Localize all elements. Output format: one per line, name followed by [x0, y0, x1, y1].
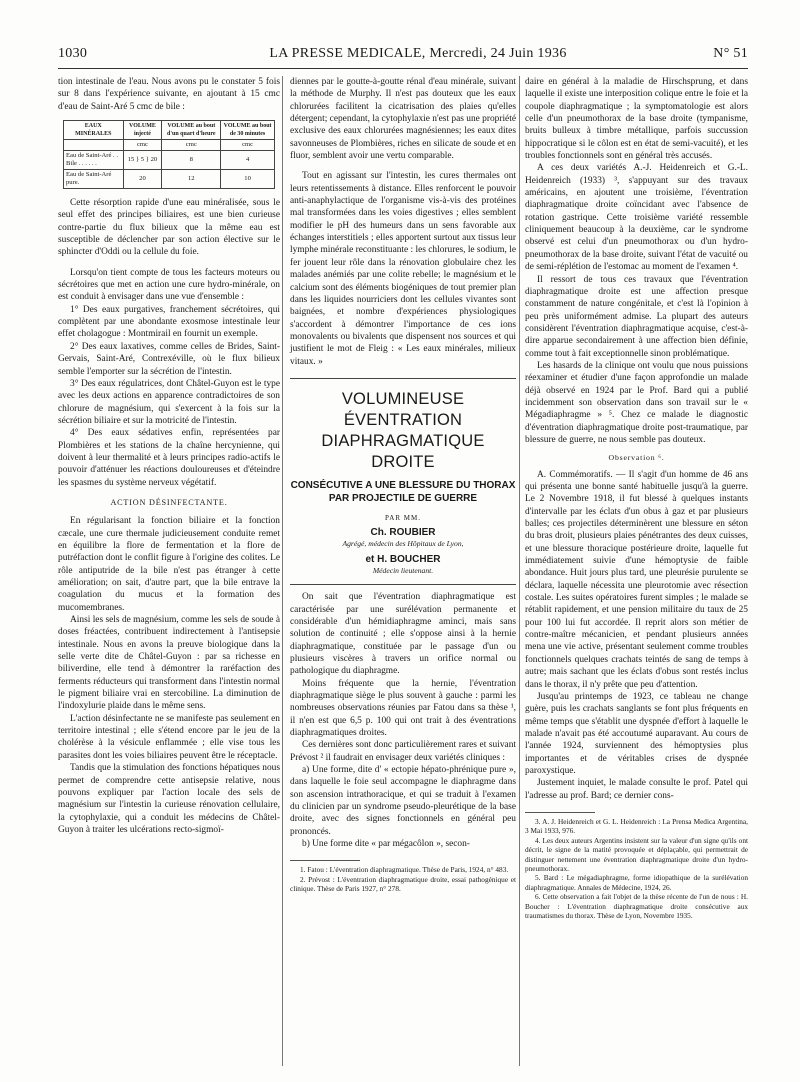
paragraph: A. Commémoratifs. — Il s'agit d'un homme de 46 ans qui présenta une bonne santé habituelle jusqu'à la guerre. Le 2 Novembre 1918, il fut blessé à quelques instants d'intervalle par les éclats d'un obus à gaz et par plusieurs balles; ces projectiles déterminèrent une blessure en séton du bras droit, plusieurs plaies pénétrantes des deux cuisses, et une blessure thoracique postérieure droite, laquelle fut immédiatement suivie d'une hémoptysie de faible abondance. Huit jours plus tard, une pleurésie purulente se déclara, laquelle nécessita une pleurotomie avec résection costale. Les suites opératoires furent simples ; le malade se rétablit rapidement, et une pension militaire du taux de 25 pour 100 lui fut accordée. Il reprit alors son métier de contre-maître mécanicien, et pendant plusieurs années mena une vie active, présentant seulement comme troubles fonctionnels quelques crachats teintés de sang de temps à autre; mais sachant que les éclats d'obus sont restés inclus dans le thorax, il n'y prête que peu d'attention. — [525, 469, 748, 690]
table-row — [64, 170, 275, 189]
table-cell: 8 — [162, 151, 221, 170]
table-header-row — [64, 121, 275, 140]
column-3 — [525, 76, 748, 920]
mineral-water-table — [63, 120, 275, 189]
article-rule — [290, 584, 516, 585]
section-subheading: ACTION DÉSINFECTANTE. — [110, 497, 228, 507]
paragraph: En régularisant la fonction biliaire et la fonction cæcale, une cure thermale judicieusement conduite remet en équilibre la flore de fermentation et la flore de putréfaction dont le conflit figure à l'origine des colites. Le rôle antiputride de la bile n'est pas étranger à cette amélioration; on sait, d'autre part, que la bile entrave la coagulation du mucus et la formation des mucomembranes. — [58, 516, 280, 613]
paragraph: Tout en agissant sur l'intestin, les cures thermales ont leurs retentissements à distance. Elles renforcent le pouvoir anti-anaphylactique de l'organisme vis-à-vis des protéines mal transformées dans les voies digestives ; elles semblent modifier le pH des humeurs dans un sens favorable aux échanges interstitiels ; elles apportent surtout aux tissus leur lymphe minérale reconstituante : les chlorures, le sodium, le fer jouent leur rôle dans la rénovation globulaire chez les malades anémiés par une colite rebelle; le magnésium et le calcium sont des éléments biogéniques de tout premier plan dans les liquides nourriciers dont les cellules vivantes sont baignées, et nombre d'expériences physiologiques s'accordent à démontrer l'importance de ces ions monovalents ou bivalents que dispensent nos sources et qui justifient le mot de Fleig : « Les eaux minérales, milieux vitaux. » — [290, 171, 516, 367]
table-cell: Eau de Saint-Aré . . Bile . . . . . . — [64, 151, 124, 170]
table-row — [64, 151, 275, 170]
table-cell — [64, 140, 124, 151]
page-number: 1030 — [58, 46, 88, 61]
paragraph: a) Une forme, dite d' « ectopie hépato-phrénique pure », dans laquelle le foie seul accompagne le diaphragme dans son ascension intrathoracique, et qui se traduit à l'examen du clinicien par un syndrome pseudo-pleurétique de la base droite, avec des signes fonctionnels en général peu prononcés. — [290, 765, 516, 837]
footnote: 6. Cette observation a fait l'objet de la thèse récente de l'un de nous : H. Boucher : L'éventration diaphragmatique droite consécutive aux traumatismes du thorax. Thèse de Lyon, Novembre 1935. — [525, 892, 748, 920]
paragraph: tion intestinale de l'eau. Nous avons pu le constater 5 fois sur 8 dans l'expérience suivante, en ajoutant à 15 cmc d'eau de Saint-Aré 5 cmc de bile : — [58, 77, 280, 112]
paragraph: daire en général à la maladie de Hirschsprung, et dans laquelle il existe une interposition colique entre le foie et la coupole diaphragmatique ; la symptomatologie est alors celle d'un pneumothorax de la base droite (tympanisme, bruits bulleux à timbre métallique, parfois succussion hippocratique si le côlon est en état de semi-vacuité), et les troubles fonctionnels sont en général très accusés. — [525, 77, 748, 162]
article-byline-prefix: PAR MM. — [385, 513, 421, 522]
paragraph: Cette résorption rapide d'une eau minéralisée, sous le seul effet des principes biliaires, est une bien curieuse contre-partie du flux bilieux que la même eau est susceptible de déclencher par son action élective sur le sphincter d'Oddi ou la cellule du foie. — [58, 198, 280, 258]
footnote-rule — [290, 860, 360, 861]
table-header: VOLUME au bout de 30 minutes — [221, 121, 275, 140]
table-header: EAUX MINÉRALES — [64, 121, 124, 140]
footnote: 5. Bard : Le mégadiaphragme, forme idiopathique de la surélévation diaphragmatique. Annales de Médecine, 1924, 26. — [525, 873, 748, 892]
paragraph: Les hasards de la clinique ont voulu que nous puissions réexaminer et étudier d'une façon approfondie un malade déjà observé en 1924 par le Prof. Bard qui a publié incidemment son observation dans son travail sur le « Mégadiaphragme » ⁵. Chez ce malade le diagnostic d'éventration diaphragmatique droite post-traumatique, par blessure de guerre, ne nous semble pas douteux. — [525, 360, 748, 445]
table-unit-row — [64, 140, 275, 151]
table-cell: cmc — [162, 140, 221, 151]
paragraph: L'action désinfectante ne se manifeste pas seulement en territoire intestinal ; elle s'étend encore par le jeu de la cholérèse à la vésicule enflammée ; elle vise tous les parasites dont les voies biliaires peuvent être le réceptacle. — [58, 713, 280, 761]
paragraph: On sait que l'éventration diaphragmatique est caractérisée par une surélévation permanente et considérable d'un hémidiaphragme aminci, mais sans solution de continuité ; elle s'oppose ainsi à la hernie diaphragmatique, constituée par le passage d'un ou plusieurs viscères à travers un orifice normal ou pathologique du diaphragme. — [290, 592, 516, 677]
journal-title: LA PRESSE MEDICALE, Mercredi, 24 Juin 1936 — [269, 46, 567, 61]
table-cell: 12 — [162, 170, 221, 189]
paragraph: b) Une forme dite « par mégacôlon », secon- — [302, 839, 470, 850]
header-rule — [58, 68, 748, 69]
table-cell: cmc — [123, 140, 162, 151]
footnote: 3. A. J. Heidenreich et G. L. Heidenreich : La Prensa Medica Argentina, 3 Mai 1933, 976. — [525, 816, 748, 836]
article-author: et H. BOUCHER — [365, 554, 441, 566]
table-cell: Eau de Saint-Aré pure. — [64, 170, 124, 189]
article-rule — [290, 378, 516, 379]
author-affiliation: Médecin lieutenant. — [372, 566, 434, 576]
table-header: VOLUME au bout d'un quart d'heure — [162, 121, 221, 140]
paragraph: Jusqu'au printemps de 1923, ce tableau ne change guère, puis les crachats sanglants se font plus fréquents en même temps que s'établit une dyspnée d'effort à laquelle le malade n'avait pas été accoutumé auparavant. Au cours de l'année 1924, surviennent des hémoptysies plus importantes et de véritables crises de dyspnée paroxystique. — [525, 691, 748, 776]
paragraph: 1° Des eaux purgatives, franchement sécrétoires, qui complètent par une abondante exosmose intestinale leur effet cholagogue : Montmirail en fournit un exemple. — [58, 304, 280, 340]
footnote: 1. Fatou : L'éventration diaphragmatique. Thèse de Paris, 1924, n° 483. — [300, 865, 509, 875]
author-affiliation: Agrégé, médecin des Hôpitaux de Lyon, — [342, 539, 464, 549]
article-author: Ch. ROUBIER — [370, 527, 436, 539]
observation-heading: Observation ⁶. — [608, 453, 665, 463]
paragraph: Tandis que la stimulation des fonctions hépatiques nous permet de comprendre cette antisepsie relative, nous pouvons expliquer par l'action locale des sels de magnésium sur l'intestin la curieuse rénovation cellulaire, la cytophylaxie, qui a conduit les médecins de Châtel-Guyon à traiter les ulcérations recto-sigmoï- — [58, 763, 280, 835]
issue-number: N° 51 — [713, 46, 748, 61]
paragraph: diennes par le goutte-à-goutte rénal d'eau minérale, suivant la méthode de Murphy. Il n'est pas douteux que les eaux chlorurées facilitent la cicatrisation des plaies qu'elles détergent; cependant, la cytophylaxie n'est pas une propriété exclusive des eaux chlorurées magnésiennes; les eaux dites savonneuses de Plombières, riches en silicate de soude et en fluor, semblent avoir une vertu comparable. — [290, 77, 516, 162]
paragraph: Il ressort de tous ces travaux que l'éventration diaphragmatique droite est une affection presque constamment de nature congénitale, et c'est là l'opinion à peu près uniformément admise. La plupart des auteurs considèrent l'éventration diaphragmatique acquise, c'est-à-dire apparue secondairement à une affection bien définie, comme tout à fait exceptionnelle sinon problématique. — [525, 274, 748, 359]
paragraph: 4° Des eaux sédatives enfin, représentées par Plombières et les stations de la chaîne hercynienne, qui doivent à leur thermalité et à leurs principes radio-actifs le pouvoir d'atténuer les réactions douloureuses et d'éteindre les spasmes du système nerveux végétatif. — [58, 428, 280, 488]
footnote-rule — [525, 812, 595, 813]
column-divider — [282, 76, 283, 1066]
paragraph: Justement inquiet, le malade consulte le prof. Patel qui l'adresse au prof. Bard; ce dernier cons- — [525, 778, 748, 801]
paragraph: Moins fréquente que la hernie, l'éventration diaphragmatique siège le plus souvent à gauche : parmi les nombreuses observations réunies par Fatou dans sa thèse ¹, il n'en est que 6,5 p. 100 qui ont trait à des éventrations diaphragmatiques droites. — [290, 678, 516, 739]
paragraph: Ainsi les sels de magnésium, comme les sels de soude à doses fréactées, contribuent indirectement à l'antisepsie intestinale. Nous en avons la preuve biologique dans la selle verte dite de Châtel-Guyon : par sa richesse en biliverdine, elle tend à démontrer la raréfaction des ferments réducteurs qui transforment dans l'intestin normal le pigment biliaire vrai en stercobiline. La diminution de l'indoxylurie plaide dans le même sens. — [58, 615, 280, 712]
footnote: 4. Les deux auteurs Argentins insistent sur la valeur d'un signe qu'ils ont décrit, le signe de la matité provoquée et déplaçable, qui permettrait de distinguer nettement une éventration diaphragmatique droite d'un hydro-pneumothorax. — [525, 835, 748, 873]
table-cell: cmc — [221, 140, 275, 151]
paragraph: 2° Des eaux laxatives, comme celles de Brides, Saint-Gervais, Saint-Aré, Contrexéville, où le flux bilieux semble l'emporter sur la sécrétion de l'intestin. — [58, 341, 280, 377]
paragraph: 3° Des eaux régulatrices, dont Châtel-Guyon est le type avec les deux actions en apparence contradictoires de son chlorure de magnésium, qui s'exercent à la fois sur la sécrétion biliaire et sur la motricité de l'intestin. — [58, 378, 280, 426]
table-cell: 10 — [221, 170, 275, 189]
paragraph: Lorsqu'on tient compte de tous les facteurs moteurs ou sécrétoires que met en action une cure hydro-minérale, on est conduit à envisager dans une vue d'ensemble : — [58, 267, 280, 303]
table-cell: 20 — [123, 170, 162, 189]
page-header — [58, 46, 748, 66]
column-divider — [519, 76, 520, 1066]
column-1 — [58, 76, 280, 836]
table-header: VOLUME injecté — [123, 121, 162, 140]
article-subtitle: CONSÉCUTIVE A UNE BLESSURE DU THORAX PAR PROJECTILE DE GUERRE — [290, 479, 516, 505]
footnote: 2. Prévost : L'éventration diaphragmatique droite, essai pathogénique et clinique. Thèse de Paris 1927, n° 278. — [290, 874, 516, 894]
paragraph: Ces dernières sont donc particulièrement rares et suivant Prévost ² il faudrait en envisager deux variétés cliniques : — [290, 740, 516, 763]
paragraph: A ces deux variétés A.-J. Heidenreich et G.-L. Heidenreich (1933) ³, s'appuyant sur des travaux américains, en ajoutent une troisième, l'éventration diaphragmatique droite coïncidant avec l'absence de rotation gastrique. Cette troisième variété ressemble cliniquement beaucoup à la deuxième, car le syndrome observé est celui d'un pneumothorax ou d'un hydro-pneumothorax de la base droite, suivant l'état de vacuité ou de semi-réplétion de l'estomac au moment de l'examen ⁴. — [525, 163, 748, 273]
article-title: VOLUMINEUSE ÉVENTRATION DIAPHRAGMATIQUE DROITE — [321, 389, 485, 471]
table-cell: 4 — [221, 151, 275, 170]
column-2 — [290, 76, 516, 894]
table-cell: 15 } 5 } 20 — [123, 151, 162, 170]
